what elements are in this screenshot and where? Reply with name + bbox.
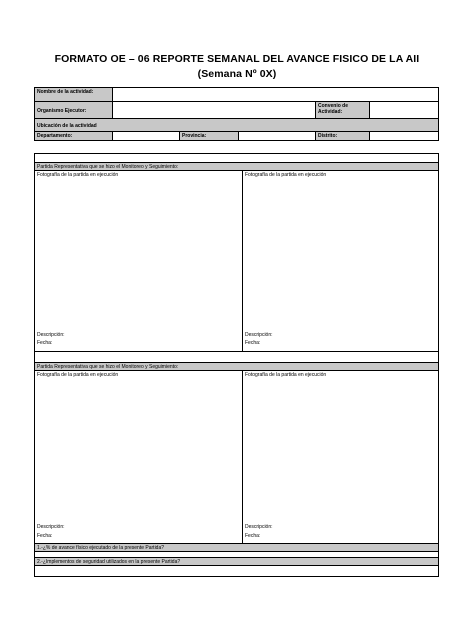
photo-placeholder-right[interactable] bbox=[244, 180, 438, 328]
photo-column-divider bbox=[242, 370, 243, 544]
organismo-ejecutor-label: Organismo Ejecutor: bbox=[34, 101, 113, 119]
foto-right-label: Fotografía de la partida en ejecución bbox=[245, 172, 327, 178]
document-title: FORMATO OE – 06 REPORTE SEMANAL DEL AVANCE FISICO DE LA AII bbox=[54, 53, 420, 65]
section-separator bbox=[34, 351, 439, 352]
photo-placeholder-right[interactable] bbox=[244, 380, 438, 520]
descripcion-left-label: Descripción: bbox=[37, 332, 65, 338]
fecha-left-label: Fecha: bbox=[37, 340, 53, 346]
foto-left-label: Fotografía de la partida en ejecución bbox=[37, 372, 119, 378]
organismo-ejecutor-value[interactable] bbox=[112, 101, 316, 119]
document-subtitle: (Semana Nº 0X) bbox=[197, 68, 277, 80]
distrito-value[interactable] bbox=[369, 131, 439, 141]
photo-column-divider bbox=[242, 170, 243, 351]
question-implementos-seguridad: 2.-¿Implementos de seguridad utilizados en la presente Partida? bbox=[34, 557, 439, 566]
fecha-right-label: Fecha: bbox=[245, 533, 261, 539]
provincia-value[interactable] bbox=[238, 131, 316, 141]
partida-label: Partida Representativa que se hizo el Monitoreo y Seguimiento: bbox=[34, 362, 439, 371]
fecha-left-label: Fecha: bbox=[37, 533, 53, 539]
partida-label: Partida Representativa que se hizo el Monitoreo y Seguimiento: bbox=[34, 162, 439, 171]
descripcion-right-label: Descripción: bbox=[245, 332, 273, 338]
fecha-right-label: Fecha: bbox=[245, 340, 261, 346]
provincia-label: Provincia: bbox=[179, 131, 239, 141]
ubicacion-actividad-label: Ubicación de la actividad bbox=[34, 118, 439, 132]
question-avance-fisico: 1.-¿% de avance físico ejecutado de la presente Partida? bbox=[34, 543, 439, 552]
foto-right-label: Fotografía de la partida en ejecución bbox=[245, 372, 327, 378]
distrito-label: Distrito: bbox=[315, 131, 370, 141]
convenio-actividad-value[interactable] bbox=[369, 101, 439, 119]
descripcion-right-label: Descripción: bbox=[245, 524, 273, 530]
nombre-actividad-label: Nombre de la actividad: bbox=[34, 87, 113, 102]
departamento-value[interactable] bbox=[112, 131, 180, 141]
answer-implementos-seguridad[interactable] bbox=[35, 566, 438, 576]
photo-placeholder-left[interactable] bbox=[36, 180, 241, 328]
departamento-label: Departamento: bbox=[34, 131, 113, 141]
nombre-actividad-value[interactable] bbox=[112, 87, 439, 102]
photo-placeholder-left[interactable] bbox=[36, 380, 241, 520]
foto-left-label: Fotografía de la partida en ejecución bbox=[37, 172, 119, 178]
convenio-actividad-label: Convenio de Actividad: bbox=[315, 101, 370, 119]
descripcion-left-label: Descripción: bbox=[37, 524, 65, 530]
